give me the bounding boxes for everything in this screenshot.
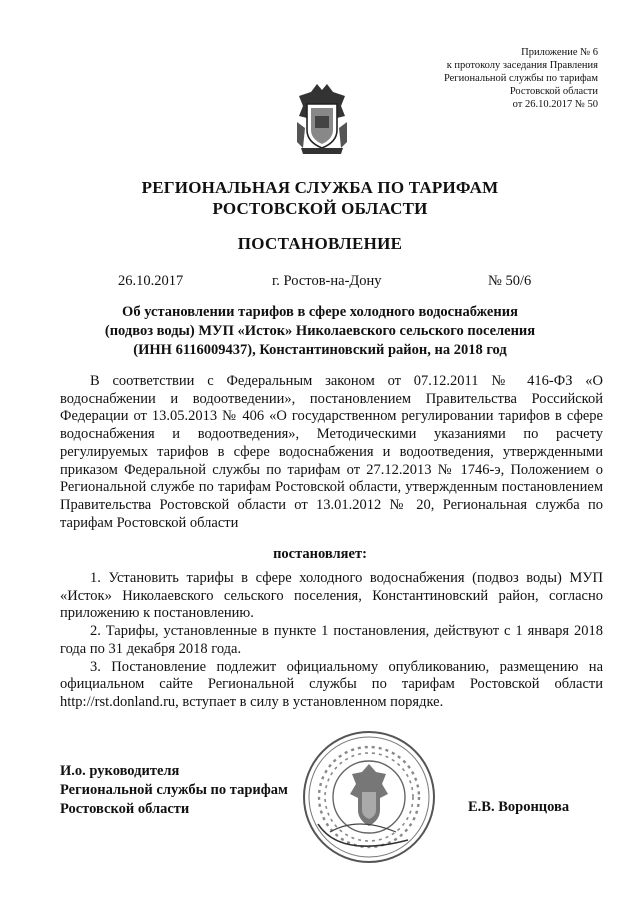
decree-item-2: 2. Тарифы, установленные в пункте 1 постановления, действуют с 1 января 2018 года по 31 декабря 2018 года.: [60, 623, 603, 657]
document-city: г. Ростов-на-Дону: [272, 273, 382, 289]
authority-line-1: РЕГИОНАЛЬНАЯ СЛУЖБА ПО ТАРИФАМ: [141, 178, 499, 197]
decree-items: [60, 570, 603, 712]
decrees-heading: постановляет:: [273, 546, 367, 562]
preamble-text: В соответствии с Федеральным законом от 07.12.2011 № 416-ФЗ «О водоснабжении и водоотведении», постановлением Правительства Российской Федерации от 13.05.2013 № 406 «О государственном регулировании тарифов в сфере водоснабжения и водоотведения», Методическими указаниями по расчету регулируемых тарифов в сфере водоснабжения и водоотведения, утвержденными приказом Федеральной службы по тарифам от 27.12.2013 № 1746-э, Положением о Региональной службе по тарифам Ростовской области, утвержденным постановлением Правительства Ростовской области от 13.01.2012 № 20, Региональная служба по тарифам Ростовской области: [60, 373, 603, 531]
subject-line-1: Об установлении тарифов в сфере холодного водоснабжения: [122, 304, 518, 320]
annex-line-2: к протоколу заседания Правления: [446, 60, 598, 71]
preamble: [60, 373, 603, 532]
annex-line-5: от 26.10.2017 № 50: [512, 99, 598, 110]
annex-line-3: Региональной службы по тарифам: [443, 73, 598, 84]
signatory-title-line-3: Ростовской области: [60, 801, 190, 817]
document-date: 26.10.2017: [118, 273, 184, 289]
document-type: ПОСТАНОВЛЕНИЕ: [237, 234, 403, 253]
signatory-title-line-2: Региональной службы по тарифам: [60, 782, 288, 798]
document-subject: [60, 303, 580, 360]
annex-line-1: Приложение № 6: [521, 47, 598, 58]
authority-line-2: РОСТОВСКОЙ ОБЛАСТИ: [212, 199, 428, 218]
document-meta-row: [0, 273, 640, 291]
signatory-title-line-1: И.о. руководителя: [60, 763, 180, 779]
subject-line-2: (подвоз воды) МУП «Исток» Николаевского сельского поселения: [104, 323, 536, 339]
annex-line-4: Ростовской области: [509, 86, 598, 97]
coat-of-arms-icon: [291, 82, 353, 156]
issuing-authority: [0, 177, 640, 219]
seal-icon: [300, 728, 438, 866]
annex-note: [338, 46, 598, 111]
decree-item-1: 1. Установить тарифы в сфере холодного водоснабжения (подвоз воды) МУП «Исток» Николаевского сельского поселения, Константиновский район, согласно приложению к постановлению.: [60, 570, 603, 622]
signatory-title: [60, 762, 288, 819]
decree-item-3: 3. Постановление подлежит официальному опубликованию, размещению на официальном сайте Региональной службы по тарифам Ростовской области http://rst.donland.ru, вступает в силу в установленном порядке.: [60, 658, 603, 710]
signatory-name: Е.В. Воронцова: [468, 799, 570, 815]
subject-line-3: (ИНН 6116009437), Константиновский район, на 2018 год: [133, 342, 507, 358]
document-number: № 50/6: [488, 273, 532, 289]
